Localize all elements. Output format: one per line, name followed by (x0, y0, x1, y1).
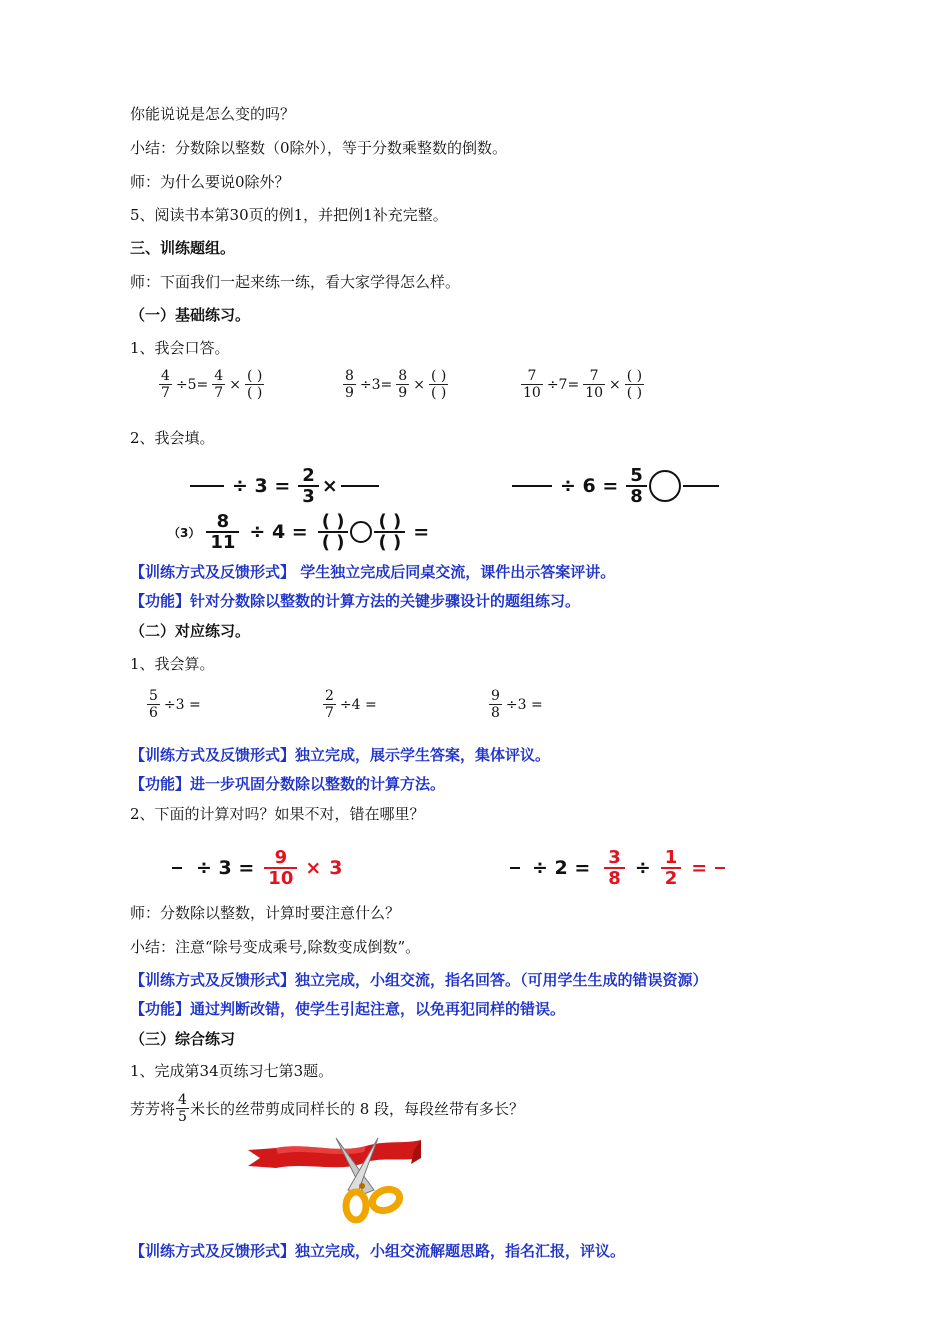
function-note: 【功能】通过判断改错，使学生引起注意，以免再犯同样的错误。 (130, 1000, 566, 1018)
blank-fraction: $\frac{( )}{( )}$ (246, 368, 263, 401)
fraction: $\frac{2}{3}$ (298, 466, 319, 506)
subsection-basic: （一）基础练习。 (130, 306, 251, 324)
blank-fraction: $\frac{( )}{( )}$ (430, 368, 447, 401)
calc-item-1: $\frac{5}{6}$ ÷3 = (149, 688, 201, 721)
oral-item-3: $\frac{7}{10}$ ÷7= $\frac{7}{10}$ × $\frac{( )}{( )}$ (523, 368, 643, 401)
feedback-note: 【训练方式及反馈形式】独立完成，小组交流，指名回答。（可用学生生成的错误资源） (130, 971, 708, 989)
fraction: $\frac{5}{6}$ (149, 688, 158, 721)
text-line: 你能说说是怎么变的吗？ (130, 105, 296, 123)
fraction: $\frac{8}{11}$ (206, 512, 239, 552)
fraction: $\frac{4}{5}$ (178, 1092, 187, 1125)
check-item-1: ÷ 3 = $\frac{9}{10}$ × 3 (172, 848, 343, 888)
fraction: $\frac{5}{8}$ (626, 466, 647, 506)
fraction: $\frac{7}{10}$ (585, 368, 604, 401)
feedback-note: 【训练方式及反馈形式】独立完成，展示学生答案，集体评议。 (130, 746, 551, 764)
question-calc: 1、我会算。 (130, 655, 215, 673)
subsection-corresponding: （二）对应练习。 (130, 622, 251, 640)
fraction: $\frac{8}{9}$ (345, 368, 354, 401)
fill-item-1: ÷ 3 = $\frac{2}{3}$ × (190, 466, 379, 506)
calc-item-3: $\frac{9}{8}$ ÷3 = (491, 688, 543, 721)
fraction: $\frac{9}{10}$ (264, 848, 297, 888)
oral-item-1: $\frac{4}{7}$ ÷5= $\frac{4}{7}$ × $\frac{( )}{( )}$ (161, 368, 263, 401)
question-fill: 2、我会填。 (130, 429, 215, 447)
reading-task: 5、阅读书本第30页的例1，并把例1补充完整。 (130, 206, 448, 224)
blank-fraction: $\frac{( )}{( )}$ (626, 368, 643, 401)
fraction: $\frac{8}{9}$ (398, 368, 408, 401)
feedback-note: 【训练方式及反馈形式】 学生独立完成后同桌交流，课件出示答案评讲。 (130, 563, 616, 581)
word-problem: 芳芳将 $\frac{4}{5}$ 米长的丝带剪成同样长的 8 段，每段丝带有多长？ (130, 1092, 525, 1125)
teacher-intro: 师：下面我们一起来练一练，看大家学得怎么样。 (130, 273, 461, 291)
fill-item-2: ÷ 6 = $\frac{5}{8}$ (512, 466, 719, 506)
calc-item-2: $\frac{2}{7}$ ÷4 = (325, 688, 377, 721)
operator-circle (649, 470, 681, 502)
section-heading: 三、训练题组。 (130, 239, 236, 257)
fraction: $\frac{1}{2}$ (661, 848, 682, 888)
summary-line: 小结：注意“除号变成乘号,除数变成倒数”。 (130, 938, 421, 956)
blank-fraction: ( ) ( ) (374, 512, 405, 552)
check-item-2: ÷ 2 = $\frac{3}{8}$ ÷ $\frac{1}{2}$ = (510, 848, 725, 888)
summary-line: 小结：分数除以整数（0除外），等于分数乘整数的倒数。 (130, 139, 508, 157)
question-exercise: 1、完成第34页练习七第3题。 (130, 1062, 334, 1080)
teacher-question: 师：分数除以整数，计算时要注意什么？ (130, 904, 401, 922)
operator-circle (350, 521, 372, 543)
fraction: $\frac{9}{8}$ (491, 688, 500, 721)
teacher-question: 师：为什么要说0除外？ (130, 173, 290, 191)
function-note: 【功能】针对分数除以整数的计算方法的关键步骤设计的题组练习。 (130, 592, 581, 610)
subsection-comprehensive: （三）综合练习 (130, 1030, 236, 1048)
fraction: $\frac{4}{7}$ (161, 368, 170, 401)
oral-item-2: $\frac{8}{9}$ ÷3= $\frac{8}{9}$ × $\frac{( )}{( )}$ (345, 368, 447, 401)
function-note: 【功能】进一步巩固分数除以整数的计算方法。 (130, 775, 446, 793)
question-oral: 1、我会口答。 (130, 339, 230, 357)
blank-fraction: ( ) ( ) (318, 512, 349, 552)
feedback-note: 【训练方式及反馈形式】独立完成，小组交流解题思路，指名汇报，评议。 (130, 1242, 626, 1260)
fraction: $\frac{7}{10}$ (523, 368, 541, 401)
ribbon-scissors-illustration (246, 1128, 426, 1228)
fraction: $\frac{4}{7}$ (214, 368, 224, 401)
fraction: $\frac{2}{7}$ (325, 688, 334, 721)
question-check: 2、下面的计算对吗？如果不对，错在哪里？ (130, 805, 425, 823)
fill-item-3: （3） $\frac{8}{11}$ ÷ 4 = ( ) ( ) ( ) ( ) = (168, 511, 430, 553)
fraction: $\frac{3}{8}$ (604, 848, 625, 888)
